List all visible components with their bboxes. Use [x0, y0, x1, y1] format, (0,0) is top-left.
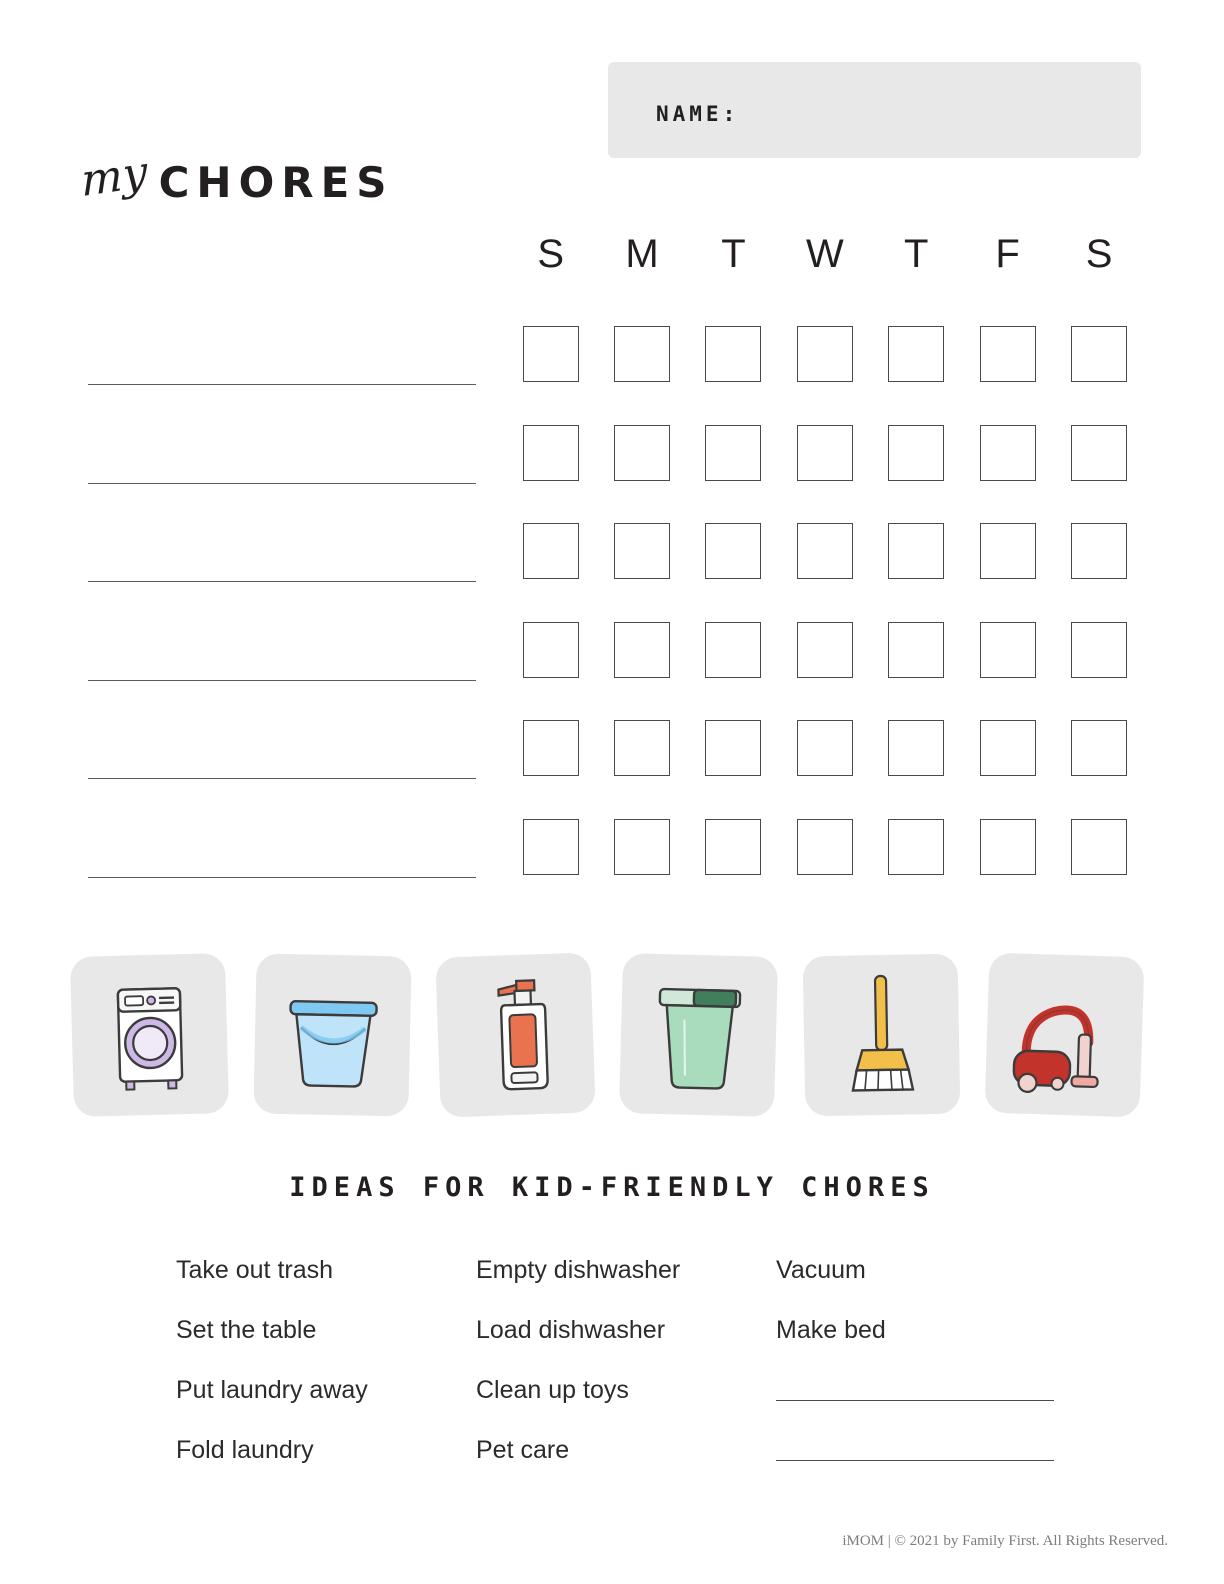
- checkbox[interactable]: [705, 622, 761, 678]
- checkbox[interactable]: [980, 425, 1036, 481]
- ideas-heading: IDEAS FOR KID-FRIENDLY CHORES: [289, 1172, 935, 1203]
- checkbox[interactable]: [797, 326, 853, 382]
- checkbox-cell: [871, 819, 962, 875]
- day-header-monday: M: [625, 232, 659, 276]
- checkbox[interactable]: [705, 720, 761, 776]
- day-header-sunday: S: [537, 232, 565, 276]
- checkbox-cell: [596, 326, 687, 382]
- washing-machine-icon: [93, 974, 206, 1097]
- chore-row: [0, 712, 1224, 811]
- checkbox-cell: [505, 720, 596, 776]
- checkbox[interactable]: [614, 622, 670, 678]
- day-header-friday: F: [995, 232, 1020, 276]
- blank-line: [776, 1460, 1054, 1461]
- checkbox-cell: [505, 523, 596, 579]
- icon-tile-bucket: [253, 953, 411, 1116]
- checkbox[interactable]: [614, 326, 670, 382]
- checkbox-cell: [1053, 425, 1144, 481]
- checkbox-cell: [1053, 819, 1144, 875]
- chore-row-checkboxes: [505, 720, 1145, 776]
- checkbox-cell: [505, 425, 596, 481]
- icon-tile-spray-bottle: [435, 952, 595, 1117]
- checkbox[interactable]: [705, 425, 761, 481]
- checkbox-cell: [871, 622, 962, 678]
- checkbox-cell: [962, 425, 1053, 481]
- chore-row: [0, 318, 1224, 417]
- chore-row: [0, 614, 1224, 713]
- checkbox[interactable]: [797, 819, 853, 875]
- checkbox-cell: [779, 720, 870, 776]
- chore-row-checkboxes: [505, 523, 1145, 579]
- list-item: Fold laundry: [176, 1436, 314, 1464]
- checkbox-cell: [871, 720, 962, 776]
- icon-tile-trash-can: [619, 953, 778, 1117]
- checkbox[interactable]: [614, 523, 670, 579]
- chore-name-input[interactable]: [88, 778, 476, 779]
- checkbox-cell: [505, 622, 596, 678]
- checkbox-cell: [505, 819, 596, 875]
- checkbox[interactable]: [980, 326, 1036, 382]
- checkbox[interactable]: [705, 326, 761, 382]
- list-item: Set the table: [176, 1316, 317, 1344]
- vacuum-icon: [1001, 970, 1129, 1100]
- ideas-list: [176, 1240, 1136, 1480]
- checkbox[interactable]: [797, 523, 853, 579]
- list-item: Vacuum: [776, 1256, 866, 1284]
- checkbox[interactable]: [1071, 523, 1127, 579]
- checkbox-cell: [688, 326, 779, 382]
- checkbox-cell: [596, 720, 687, 776]
- icon-tile-vacuum: [985, 953, 1145, 1118]
- day-header-saturday: S: [1085, 232, 1113, 276]
- checkbox-cell: [962, 622, 1053, 678]
- checkbox[interactable]: [614, 819, 670, 875]
- checkbox-cell: [596, 622, 687, 678]
- day-header-row: [505, 232, 1145, 277]
- checkbox-cell: [596, 523, 687, 579]
- checkbox-cell: [688, 523, 779, 579]
- chore-row: [0, 515, 1224, 614]
- page-title-script: my: [80, 146, 149, 208]
- checkbox[interactable]: [888, 425, 944, 481]
- list-item: Clean up toys: [476, 1376, 629, 1404]
- checkbox[interactable]: [614, 720, 670, 776]
- checkbox[interactable]: [888, 326, 944, 382]
- checkbox-cell: [779, 326, 870, 382]
- ideas-column-2: [476, 1240, 776, 1480]
- chore-row-checkboxes: [505, 622, 1145, 678]
- list-item: Load dishwasher: [476, 1316, 666, 1344]
- checkbox[interactable]: [705, 523, 761, 579]
- checkbox-cell: [596, 425, 687, 481]
- chore-chart: [0, 318, 1224, 909]
- page-title: [80, 146, 394, 208]
- chore-row: [0, 811, 1224, 910]
- checkbox-cell: [505, 326, 596, 382]
- chore-name-input[interactable]: [88, 384, 476, 385]
- checkbox[interactable]: [523, 523, 579, 579]
- chore-icon-tiles: [72, 955, 1142, 1115]
- chore-row-checkboxes: [505, 819, 1145, 875]
- list-item: Take out trash: [176, 1256, 334, 1284]
- checkbox-cell: [871, 425, 962, 481]
- list-item: Pet care: [476, 1436, 570, 1464]
- name-label: NAME:: [656, 102, 740, 126]
- spray-bottle-icon: [463, 969, 567, 1100]
- checkbox-cell: [1053, 326, 1144, 382]
- checkbox[interactable]: [888, 819, 944, 875]
- chore-row-checkboxes: [505, 326, 1145, 382]
- checkbox-cell: [962, 326, 1053, 382]
- checkbox-cell: [688, 819, 779, 875]
- checkbox-cell: [871, 326, 962, 382]
- name-field[interactable]: [608, 62, 1141, 158]
- footer-copyright: iMOM | © 2021 by Family First. All Rights Reserved.: [842, 1533, 1168, 1549]
- checkbox[interactable]: [523, 326, 579, 382]
- checkbox[interactable]: [797, 622, 853, 678]
- broom-icon: [832, 969, 930, 1101]
- checkbox[interactable]: [980, 523, 1036, 579]
- chore-name-input[interactable]: [88, 877, 476, 878]
- custom-chore-input[interactable]: [776, 1420, 1076, 1480]
- checkbox[interactable]: [523, 819, 579, 875]
- icon-tile-broom: [803, 954, 961, 1117]
- checkbox[interactable]: [797, 720, 853, 776]
- day-header-tuesday: T: [721, 232, 746, 276]
- checkbox-cell: [779, 819, 870, 875]
- checkbox[interactable]: [1071, 326, 1127, 382]
- checkbox[interactable]: [1071, 425, 1127, 481]
- day-header-wednesday: W: [805, 232, 844, 276]
- checkbox-cell: [871, 523, 962, 579]
- checkbox[interactable]: [523, 720, 579, 776]
- list-item: Empty dishwasher: [476, 1256, 681, 1284]
- checkbox-cell: [688, 425, 779, 481]
- checkbox-cell: [962, 523, 1053, 579]
- bucket-icon: [272, 975, 392, 1095]
- checkbox[interactable]: [888, 523, 944, 579]
- checkbox-cell: [962, 720, 1053, 776]
- checkbox[interactable]: [888, 622, 944, 678]
- checkbox[interactable]: [1071, 819, 1127, 875]
- ideas-column-3: [776, 1240, 1076, 1480]
- checkbox[interactable]: [980, 622, 1036, 678]
- checkbox[interactable]: [1071, 622, 1127, 678]
- trash-can-icon: [637, 972, 760, 1097]
- checkbox[interactable]: [1071, 720, 1127, 776]
- checkbox[interactable]: [797, 425, 853, 481]
- chore-name-input[interactable]: [88, 581, 476, 582]
- custom-chore-input[interactable]: [776, 1360, 1076, 1420]
- checkbox[interactable]: [705, 819, 761, 875]
- checkbox-cell: [779, 622, 870, 678]
- chore-name-input[interactable]: [88, 680, 476, 681]
- chore-name-input[interactable]: [88, 483, 476, 484]
- chore-row: [0, 417, 1224, 516]
- day-header-thursday: T: [904, 232, 929, 276]
- checkbox[interactable]: [888, 720, 944, 776]
- checkbox[interactable]: [980, 819, 1036, 875]
- checkbox-cell: [779, 425, 870, 481]
- checkbox[interactable]: [523, 425, 579, 481]
- checkbox-cell: [688, 622, 779, 678]
- list-item: Make bed: [776, 1316, 886, 1344]
- checkbox-cell: [1053, 622, 1144, 678]
- checkbox[interactable]: [523, 622, 579, 678]
- checkbox-cell: [688, 720, 779, 776]
- checkbox-cell: [596, 819, 687, 875]
- checkbox[interactable]: [980, 720, 1036, 776]
- checkbox-cell: [962, 819, 1053, 875]
- checkbox[interactable]: [614, 425, 670, 481]
- chore-row-checkboxes: [505, 425, 1145, 481]
- icon-tile-washing-machine: [70, 953, 229, 1117]
- checkbox-cell: [779, 523, 870, 579]
- checkbox-cell: [1053, 523, 1144, 579]
- page-title-main: CHORES: [158, 158, 394, 207]
- list-item: Put laundry away: [176, 1376, 368, 1404]
- blank-line: [776, 1400, 1054, 1401]
- checkbox-cell: [1053, 720, 1144, 776]
- ideas-column-1: [176, 1240, 476, 1480]
